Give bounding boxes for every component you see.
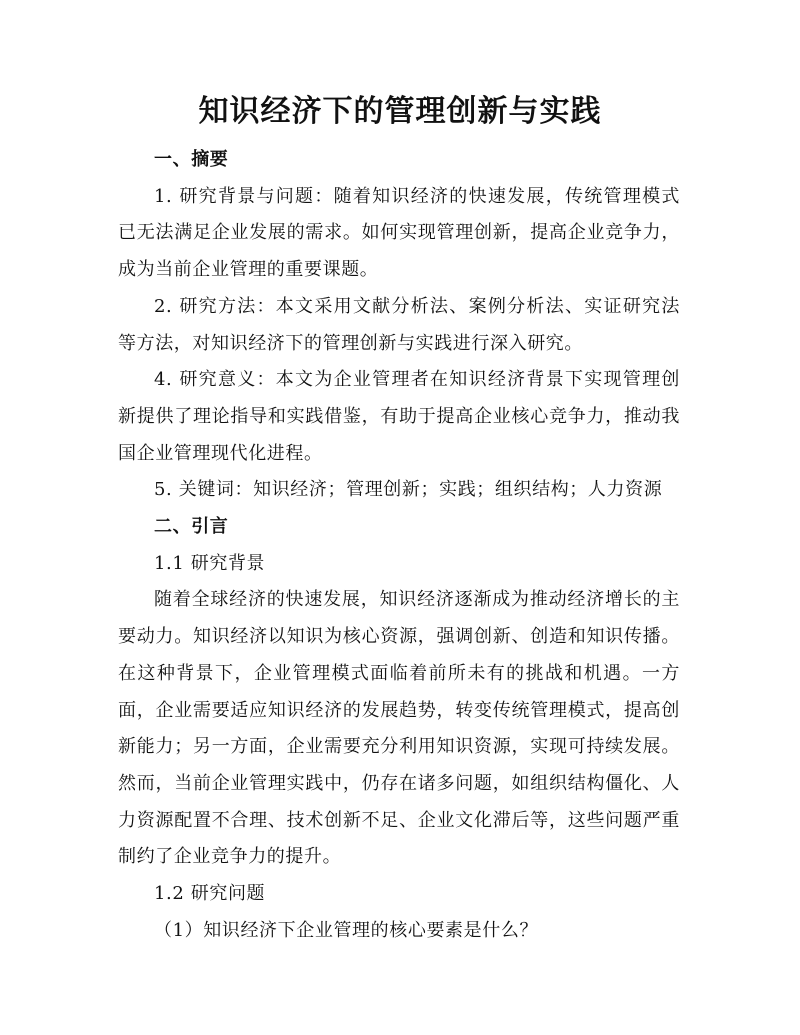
- intro-heading: 二、引言: [154, 516, 229, 538]
- abstract-item-significance: 4. 研究意义：本文为企业管理者在知识经济背景下实现管理创新提供了理论指导和实践借鉴，有助于提高企业核心竞争力，推动我国企业管理现代化进程。: [118, 369, 680, 464]
- abstract-item-keywords: 5. 关键词：知识经济；管理创新；实践；组织结构；人力资源: [154, 479, 663, 501]
- research-question-1: （1）知识经济下企业管理的核心要素是什么？: [154, 919, 539, 941]
- abstract-heading: 一、摘要: [154, 149, 229, 170]
- document-title: 知识经济下的管理创新与实践: [198, 94, 602, 129]
- abstract-item-background: 1. 研究背景与问题：随着知识经济的快速发展，传统管理模式已无法满足企业发展的需求。如何实现管理创新，提高企业竞争力，成为当前企业管理的重要课题。: [118, 185, 680, 281]
- subsection-research-background: 1.1 研究背景: [154, 552, 266, 574]
- document-body: [118, 142, 680, 949]
- abstract-item-method: 2. 研究方法：本文采用文献分析法、案例分析法、实证研究法等方法，对知识经济下的管理创新与实践进行深入研究。: [118, 295, 680, 354]
- subsection-research-questions: 1.2 研究问题: [154, 883, 266, 905]
- background-paragraph: 随着全球经济的快速发展，知识经济逐渐成为推动经济增长的主要动力。知识经济以知识为核心资源，强调创新、创造和知识传播。在这种背景下，企业管理模式面临着前所未有的挑战和机遇。一方面，企业需要适应知识经济的发展趋势，转变传统管理模式，提高创新能力；另一方面，企业需要充分利用知识资源，实现可持续发展。然而，当前企业管理实践中，仍存在诸多问题，如组织结构僵化、人力资源配置不合理、技术创新不足、企业文化滞后等，这些问题严重制约了企业竞争力的提升。: [118, 589, 680, 868]
